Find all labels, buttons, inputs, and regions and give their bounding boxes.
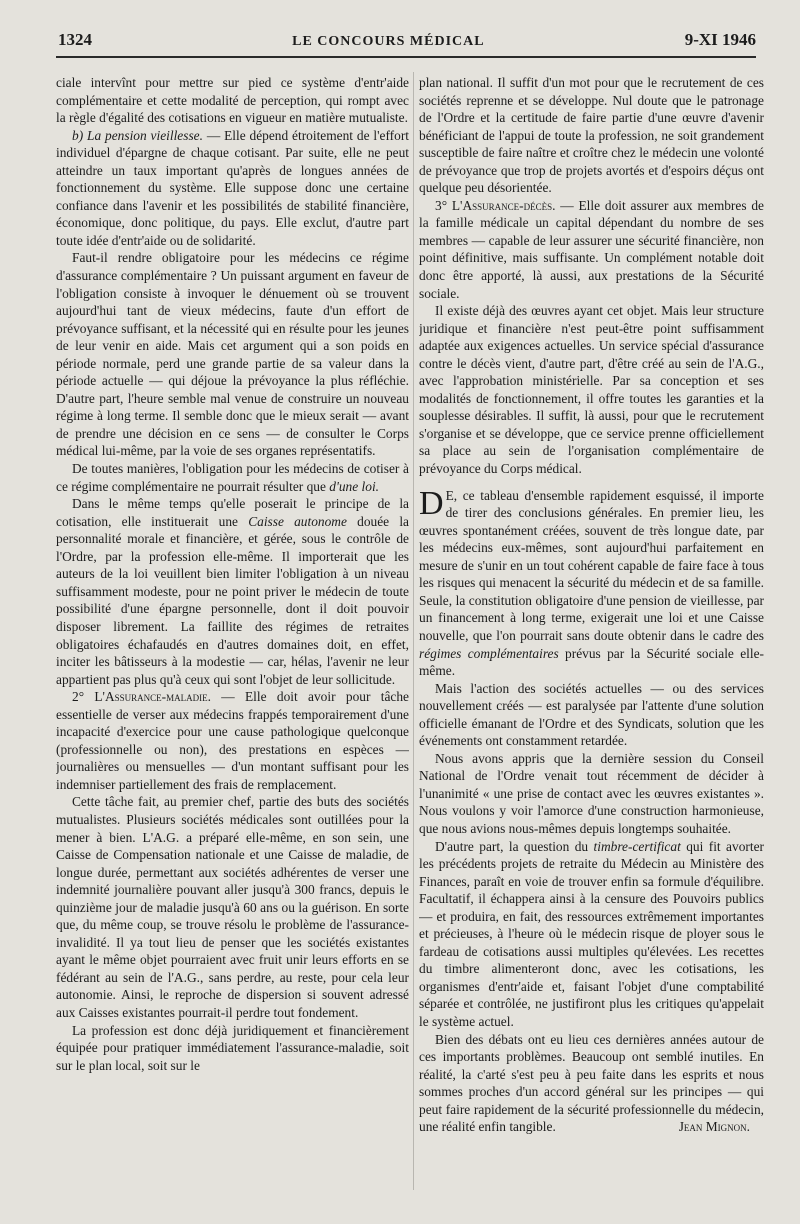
paragraph: Mais l'action des sociétés actuelles — ou des services nouvellement créés — est paralysée par l'attente d'une solution officielle émanant de l'Ordre et des Syndicats, solution que les événements ont constamment retardée. xyxy=(419,680,764,749)
paragraph: 2° L'Assurance-maladie. — Elle doit avoir pour tâche essentielle de verser aux médecins frappés temporairement d'une incapacité d'exercice pour une cause pathologique quelconque (professionnelle ou non), des prestations en espèces — journalières ou mensuelles — d'un montant suffisant pour les indemniser partiellement des frais de remplacement. xyxy=(56,689,409,792)
paragraph: Bien des débats ont eu lieu ces dernières années autour de ces importants problèmes. Beaucoup ont semblé inutiles. En réalité, la c'arté s'est peu à peu faite dans les esprits et nous sommes proches d'un accord général sur les principes — qui peut faire rapidement de la sécurité professionnelle du médecin, une réalité enfin tangible. Jean Mignon. xyxy=(419,1031,764,1135)
journal-title: LE CONCOURS MÉDICAL xyxy=(292,34,485,49)
section-heading: 2° L'Assurance-maladie. xyxy=(72,689,211,705)
column-separator xyxy=(413,72,414,1190)
paragraph: Cette tâche fait, au premier chef, partie des buts des sociétés mutualistes. Plusieurs sociétés médicales sont outillées pour la mener à bien. L'A.G. a préparé elle-même, en son sein, une Caisse de Compensation nationale et une Caisse de maladie, de longue durée, permettant aux sociétés adhérentes de verser une indemnité journalière pouvant aller jusqu'à 300 francs, depuis le quinzième jour de maladie jusqu'à 60 ans ou la guérison. En sorte que, du même coup, se trouve résolu le problème de l'assurance-invalidité. Il ya tout lieu de penser que les sociétés existantes ayant le même objet pourraient avec fruit unir leurs efforts en se fédérant au sein de l'A.G., sans perdre, au reste, pour cela leur autonomie. Ainsi, le reproche de dispersion si souvent adressé aux Caisses existantes pourrait-il perdre tout fondement. xyxy=(56,794,409,1020)
paragraph: D'autre part, la question du timbre-certificat qui fit avorter les précédents projets de retraite du Médecin au Ministère des Finances, paraît en voie de trouver enfin sa formule d'équilibre. Facultatif, il échappera ainsi à la censure des Pouvoirs publics — et produira, en fait, des ressources extrêmement importantes et précieuses, à l'heure où le médecin risque de ployer sous le fardeau de cotisations aussi multiples qu'élevées. Les recettes du timbre alimenteront donc, avec les cotisations, les organismes d'entr'aide et, faisant l'objet d'une comptabilité séparée et contrôlée, ne justifiront plus les critiques qu'appelait le système actuel. xyxy=(419,838,764,1029)
paragraph: D E, ce tableau d'ensemble rapidement esquissé, il importe de tirer des conclusions générales. En premier lieu, les œuvres spontanément créées, souvent de très longue date, par les médecins eux-mêmes, sont aujourd'hui parfaitement en mesure de s'unir en un tout cohérent capable de faire face à tous les risques qui menacent la sécurité du médecin et de sa famille. Seule, la constitution obligatoire d'une pension de vieillesse, par un financement à long terme, exigerait une loi et une Caisse nouvelle, que l'on pourrait sans doute obtenir dans le cadre des régimes complémentaires prévus par la Sécurité sociale elle-même. xyxy=(419,484,764,679)
header-rule xyxy=(56,56,756,58)
paragraph: Dans le même temps qu'elle poserait le principe de la cotisation, elle instituerait une Caisse autonome douée la personnalité morale et financière, et gérée, sous le contrôle de l'Ordre, par la profession elle-même. Il importerait que les auteurs de la loi veuillent bien limiter l'obligation à un niveau suffisamment modeste, pour ne point priver le médecin de toute possibilité d'une épargne personnelle, dont il doit pouvoir disposer librement. La faillite des régimes de retraites obligatoires échafaudés en d'autres domaines doit, en effet, inciter les bâtisseurs à la modestie — car, hélas, l'avenir ne leur appartient pas plus qu'à ceux qui sont l'objet de leur sollicitude. xyxy=(56,496,409,687)
page-number: 1324 xyxy=(58,30,92,49)
issue-date: 9-XI 1946 xyxy=(684,30,756,49)
paragraph: Il existe déjà des œuvres ayant cet objet. Mais leur structure juridique et financière n'est peut-être point suffisamment adaptée aux exigences actuelles. Un service spécial d'assurance contre le décès vient, d'autre part, d'être créé au sein de l'A.G., avec l'approbation ministérielle. Par sa conception et ses modalités de fonctionnement, il offre toutes les garanties et la souplesse désirables. Il suffit, là aussi, pour que le recrutement s'organise et se développe, que ce service prenne officiellement sa place au sein de l'organisation complémentaire de prévoyance du Corps médical. xyxy=(419,303,764,477)
paragraph: De toutes manières, l'obligation pour les médecins de cotiser à ce régime complémentaire ne pourrait résulter que d'une loi. xyxy=(56,461,409,494)
author-signature: Jean Mignon. xyxy=(678,1119,750,1135)
paragraph: La profession est donc déjà juridiquement et financièrement équipée pour pratiquer immédiatement l'assurance-maladie, soit sur le plan local, soit sur le xyxy=(56,1022,409,1073)
paragraph: 3° L'Assurance-décès. — Elle doit assurer aux membres de la famille médicale un capital dépendant du nombre de ses membres — capable de leur assurer une sécurité financière, non point définitive, mais suffisante. Un complément notable doit donc être apporté, là aussi, aux prestations de la Sécurité sociale. xyxy=(419,197,764,301)
paragraph: ciale intervînt pour mettre sur pied ce système d'entr'aide complémentaire et cette modalité de perception, qui rompt avec la règle d'égalité des cotisations en vigueur en matière mutualiste. xyxy=(56,75,409,126)
left-column xyxy=(56,74,409,1194)
section-heading: 3° L'Assurance-décès. xyxy=(435,197,556,213)
page-header xyxy=(58,30,756,52)
paragraph: b) La pension vieillesse. — Elle dépend étroitement de l'effort individuel d'épargne de chaque cotisant. Par suite, elle ne peut atteindre un taux important qu'après de longues années de fonctionnement du système. Elle suppose donc une certaine confiance dans l'avenir et les possibilités de stabilité financière, économique, donc politique, du pays. Elle exclut, d'autre part toute idée d'entr'aide ou de solidarité. xyxy=(56,127,409,248)
drop-cap: D xyxy=(419,484,444,522)
paragraph: Faut-il rendre obligatoire pour les médecins ce régime d'assurance complémentaire ? Un puissant argument en faveur de l'obligation consiste à invoquer le dénuement où se trouvent aujourd'hui tant de vieux médecins, faute d'un effort de prévoyance suffisant, et la nécessité qui en résulte pour les jeunes de leur venir en aide. Mais cet argument qui a son poids en période normale, perd une grande partie de sa valeur dans la période actuelle — qui déjoue la prévoyance la plus réfléchie. D'autre part, l'heure semble mal venue de construire un nouveau régime à long terme. Il semble donc que le mieux serait — avant de prendre une décision en ce sens — de consulter le Corps médical lui-même, par la voie de ses organes représentatifs. xyxy=(56,250,409,459)
section-heading: b) La pension vieillesse. xyxy=(72,127,203,143)
right-column xyxy=(419,74,764,1194)
paragraph: plan national. Il suffit d'un mot pour que le recrutement de ces sociétés reprenne et se développe. Nul doute que le patronage de l'Ordre et la certitude de faire partie d'une œuvre d'avenir bénéficiant de l'appui de toute la profession, ne soit grandement susceptible de faire naître et croître chez le médecin une volonté de prévoyance que trop de projets avortés et d'espoirs déçus ont quelque peu désorientée. xyxy=(419,75,764,196)
paragraph: Nous avons appris que la dernière session du Conseil National de l'Ordre venait tout récemment de décider à l'unanimité « une prise de contact avec les œuvres existantes ». Nous voulons y voir l'amorce d'une construction harmonieuse, que nous avions nous-mêmes depuis longtemps souhaitée. xyxy=(419,750,764,836)
